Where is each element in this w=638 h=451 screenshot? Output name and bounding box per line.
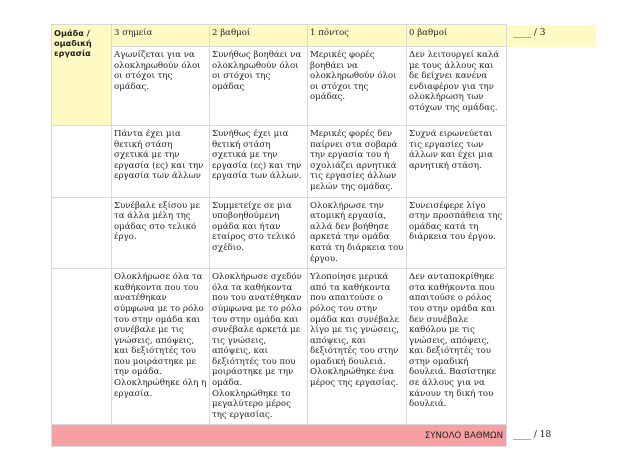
table-row [52,47,597,126]
rubric-table [51,24,597,447]
table-row [52,197,597,269]
criterion-cell: Δεν λειτουργεί καλά με τους άλλους και δε δείχνει κανένα ενδιαφέρον για την ολοκλήρωση των στόχων της ομάδας. [407,47,507,126]
criterion-cell: Ολοκλήρωσε όλα τα καθήκοντα που του ανατέθηκαν σύμφωνα με το ρόλο του στην ομάδα και συνέβαλε με τις γνώσεις, απόψεις, και δεξιότητές του που μοιράστηκε με την ομάδα. Ολοκληρώθηκε όλη η εργασία. [112,269,210,425]
criterion-cell: Συνήθως έχει μια θετική στάση σχετικά με την εργασία (ες) και την εργασία των άλλων. [210,126,308,198]
score-spacer [507,47,597,126]
table-row [52,126,597,198]
header-3-points: 3 σημεία [112,25,210,47]
group-label: Ομάδα / ομαδική εργασία [52,25,112,126]
criterion-cell: Δεν ανταποκρίθηκε στα καθήκοντα που απαιτούσε ο ρόλος του στην ομάδα και δεν συνέβαλε καθόλου με τις γνώσεις, απόψεις, και δεξιότητές του στην ομαδική δουλειά. Βασίστηκε σε άλλους για να κάνουν τη δική του δουλειά. [407,269,507,425]
criterion-cell: Πάντα έχει μια θετική στάση σχετικά με την εργασία (ες) και την εργασία των άλλων [112,126,210,198]
criterion-cell: Συνέβαλε εξίσου με τα άλλα μέλη της ομάδας στο τελικό έργο. [112,197,210,269]
criterion-cell: Μερικές φορές δεν παίρνει στα σοβαρά την εργασία του ή σχολιάζει αρνητικά τις εργασίες άλλων μελών της ομάδας. [308,126,407,198]
blank-cell [52,269,112,425]
criterion-cell: Συνεισέφερε λίγο στην προσπάθεια της ομάδας κατά τη διάρκεια του έργου. [407,197,507,269]
criterion-cell: Ολοκλήρωσε την ατομική εργασία, αλλά δεν βοήθησε αρκετά την ομάδα κατά τη διάρκεια του έργου. [308,197,407,269]
score-spacer [507,197,597,269]
score-spacer [507,126,597,198]
score-blank[interactable]: ____ / 3 [507,25,597,47]
total-label: ΣΥΝΟΛΟ ΒΑΘΜΩΝ [52,425,507,447]
criterion-cell: Συνήθως βοηθάει να ολοκληρωθούν όλοι οι στόχοι της ομάδας [210,47,308,126]
criterion-cell: Υλοποίησε μερικά από τα καθήκοντα που απαιτούσε ο ρόλος του στην ομάδα και συνέβαλε λίγο με τις γνώσεις, απόψεις, και δεξιότητές του στην ομαδική δουλειά. Ολοκληρώθηκε ένα μέρος της εργασίας. [308,269,407,425]
header-0-points: 0 βαθμοί [407,25,507,47]
criterion-cell: Συχνά ειρωνεύεται τις εργασίες των άλλων και έχει μια αρνητική στάση. [407,126,507,198]
header-1-point: 1 πόντος [308,25,407,47]
header-row [52,25,597,47]
blank-cell [52,197,112,269]
criterion-cell: Συμμετείχε σε μια υποβοηθούμενη ομάδα και ήταν εταίρος στο τελικό σχέδιο. [210,197,308,269]
criterion-cell: Αγωνίζεται για να ολοκληρωθούν όλοι οι στόχοι της ομάδας. [112,47,210,126]
total-row [52,425,597,447]
criterion-cell: Μερικές φορές βοηθάει να ολοκληρωθούν όλοι οι στόχοι της ομάδας. [308,47,407,126]
blank-cell [52,126,112,198]
header-2-points: 2 βαθμοί [210,25,308,47]
total-score-blank[interactable]: ____ / 18 [513,430,552,441]
score-spacer [507,269,597,425]
table-row [52,269,597,425]
criterion-cell: Ολοκλήρωσε σχεδόν όλα τα καθήκοντα που του ανατέθηκαν σύμφωνα με το ρόλο του στην ομάδα και συνέβαλε αρκετά με τις γνώσεις, απόψεις, και δεξιότητές του που μοιράστηκε με την ομάδα. Ολοκληρώθηκε το μεγαλύτερο μέρος της εργασίας. [210,269,308,425]
